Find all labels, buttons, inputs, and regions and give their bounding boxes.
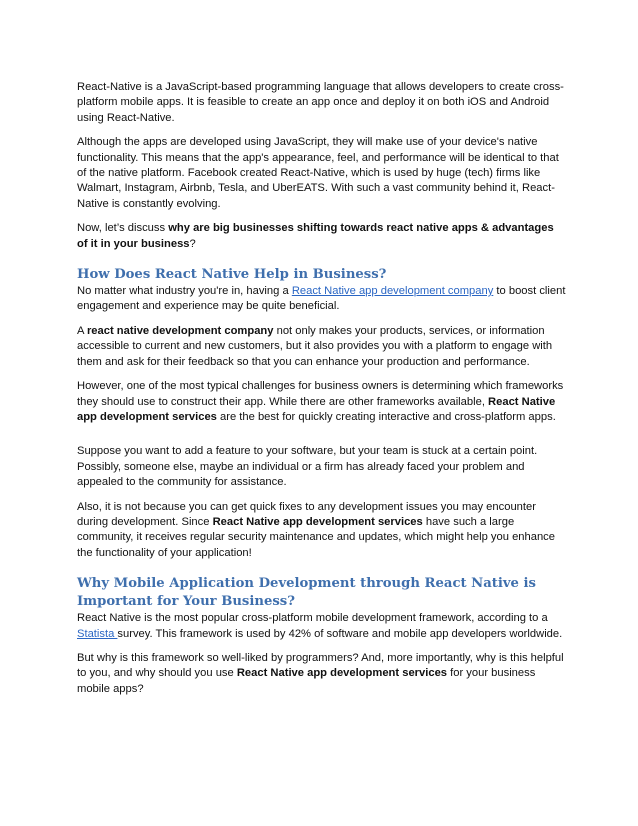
paragraph-intro: React-Native is a JavaScript-based programming language that allows developers to create cross-platform mobile apps. It is feasible to create an app once and deploy it on both iOS and Android using React-Native. [77, 81, 564, 124]
paragraph-challenges [77, 379, 567, 425]
link-statista[interactable]: Statista [77, 627, 118, 640]
text-run: But why is this framework so well-liked by programmers? And, more importantly, why is this helpful to you, and why should you use [77, 651, 564, 680]
bold-run: React Native app development services [77, 395, 556, 423]
bold-run: React Native app development services [212, 515, 423, 528]
text-run: ? [189, 237, 196, 250]
text-run: are the best for quickly creating interactive and cross-platform apps. [216, 410, 556, 423]
paragraph-development-company [77, 324, 567, 370]
text-run: However, one of the most typical challenges for business owners is determining which frameworks they should use to construct their app. While there are other frameworks available, [77, 380, 564, 408]
link-react-native-company[interactable]: React Native app development company [291, 285, 494, 298]
heading-help-in-business: How Does React Native Help in Business? [77, 267, 387, 283]
text-run: No matter what industry you're in, having a [77, 285, 292, 298]
text-run: Also, it is not because you can get quick fixes to any development issues you may encounter during development. Since [77, 500, 536, 528]
text-run: to boost client engagement and experience may be quite beneficial. [77, 285, 566, 313]
text-run: for your business mobile apps? [77, 667, 536, 695]
text-run: not only makes your products, services, or information accessible to current and new customers, but it also provides you with a platform to engage with them and ask for their feedback so that you can enhance your production and performance. [77, 324, 553, 368]
paragraph-industry [77, 284, 567, 315]
paragraph-community [77, 500, 567, 562]
bold-run: why are big businesses shifting towards react native apps & advantages of it in your business [77, 222, 554, 250]
bold-run: react native development company [86, 324, 274, 337]
paragraph-popular-framework [77, 611, 567, 642]
paragraph-why-well-liked [77, 651, 567, 697]
text-run: survey. This framework is used by 42% of software and mobile app developers worldwide. [117, 627, 563, 640]
text-run: Now, let’s discuss [77, 222, 169, 235]
text-run: React Native is the most popular cross-platform mobile development framework, according to a [77, 612, 548, 625]
paragraph-discuss [77, 221, 567, 252]
paragraph-feature: Suppose you want to add a feature to your software, but your team is stuck at a certain point. Possibly, someone else, maybe an individual or a firm has already faced your problem and appealed to the community for assistance. [77, 445, 538, 489]
text-run: A [77, 324, 87, 337]
bold-run: React Native app development services [236, 667, 448, 680]
text-run: have such a large community, it receives regular security maintenance and updates, which might help you enhance the functionality of your application! [77, 515, 556, 559]
paragraph-native-functionality: Although the apps are developed using JavaScript, they will make use of your device's native functionality. This means that the app's appearance, feel, and performance will be identical to that of the native platform. Facebook created React-Native, which is used by huge (tech) firms like Walmart, Instagram, Airbnb, Tesla, and UberEATS. With such a vast community behind it, React-Native is constantly evolving. [77, 136, 559, 210]
heading-why-mobile-development: Why Mobile Application Development through React Native is Important for Your Business? [77, 576, 536, 610]
document-body [77, 80, 567, 697]
